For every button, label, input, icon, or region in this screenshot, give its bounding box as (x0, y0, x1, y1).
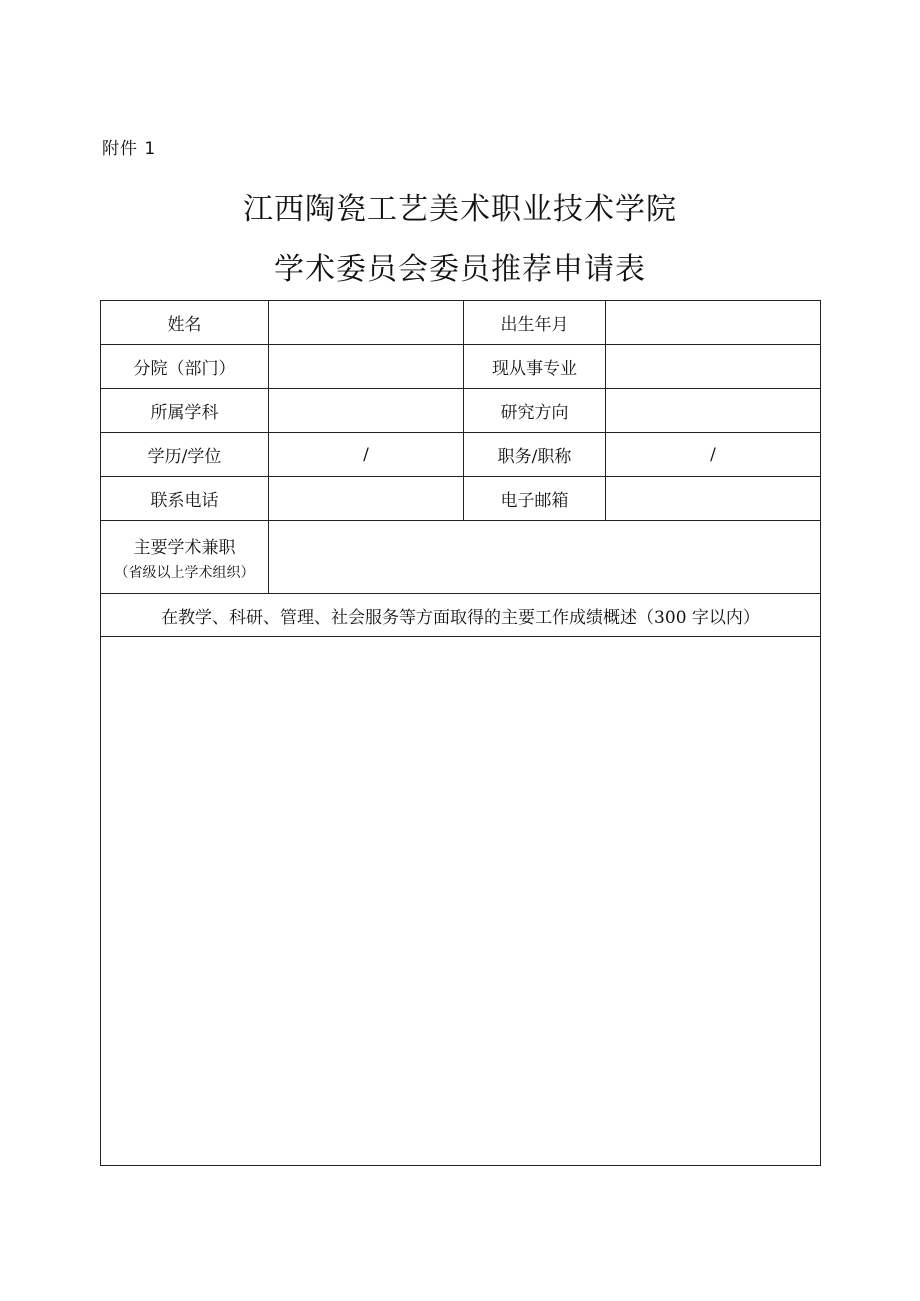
label-education-degree: 学历/学位 (101, 433, 269, 477)
application-form-table (100, 300, 821, 1166)
label-research-direction: 研究方向 (464, 389, 606, 433)
field-department[interactable] (269, 345, 464, 389)
label-academic-duty-note: （省级以上学术组织） (114, 564, 255, 581)
label-position-title: 职务/职称 (464, 433, 606, 477)
field-email[interactable] (606, 477, 821, 521)
attachment-label: 附件 1 (102, 139, 157, 159)
label-email: 电子邮箱 (464, 477, 606, 521)
label-academic-duty-cell (101, 521, 269, 594)
field-birth-month[interactable] (606, 301, 821, 345)
form-title: 学术委员会委员推荐申请表 (274, 252, 646, 287)
label-name: 姓名 (101, 301, 269, 345)
label-department: 分院（部门） (101, 345, 269, 389)
field-education-degree[interactable]: / (269, 433, 464, 477)
field-research-direction[interactable] (606, 389, 821, 433)
field-phone[interactable] (269, 477, 464, 521)
form-row-contact (101, 477, 821, 521)
label-phone: 联系电话 (101, 477, 269, 521)
form-row-education (101, 433, 821, 477)
field-summary-content[interactable] (101, 637, 821, 1166)
field-discipline[interactable] (269, 389, 464, 433)
institution-title: 江西陶瓷工艺美术职业技术学院 (243, 192, 677, 227)
form-row-summary-body (101, 637, 821, 1166)
label-academic-duty: 主要学术兼职 (133, 537, 236, 558)
label-discipline: 所属学科 (101, 389, 269, 433)
form-row-summary-heading (101, 594, 821, 637)
field-current-major[interactable] (606, 345, 821, 389)
form-row-name (101, 301, 821, 345)
summary-heading: 在教学、科研、管理、社会服务等方面取得的主要工作成绩概述（300 字以内） (101, 594, 821, 637)
form-row-discipline (101, 389, 821, 433)
field-position-title[interactable]: / (606, 433, 821, 477)
label-birth-month: 出生年月 (464, 301, 606, 345)
field-name[interactable] (269, 301, 464, 345)
field-academic-duty[interactable] (269, 521, 821, 594)
form-row-academic-duty (101, 521, 821, 594)
form-row-department (101, 345, 821, 389)
label-current-major: 现从事专业 (464, 345, 606, 389)
